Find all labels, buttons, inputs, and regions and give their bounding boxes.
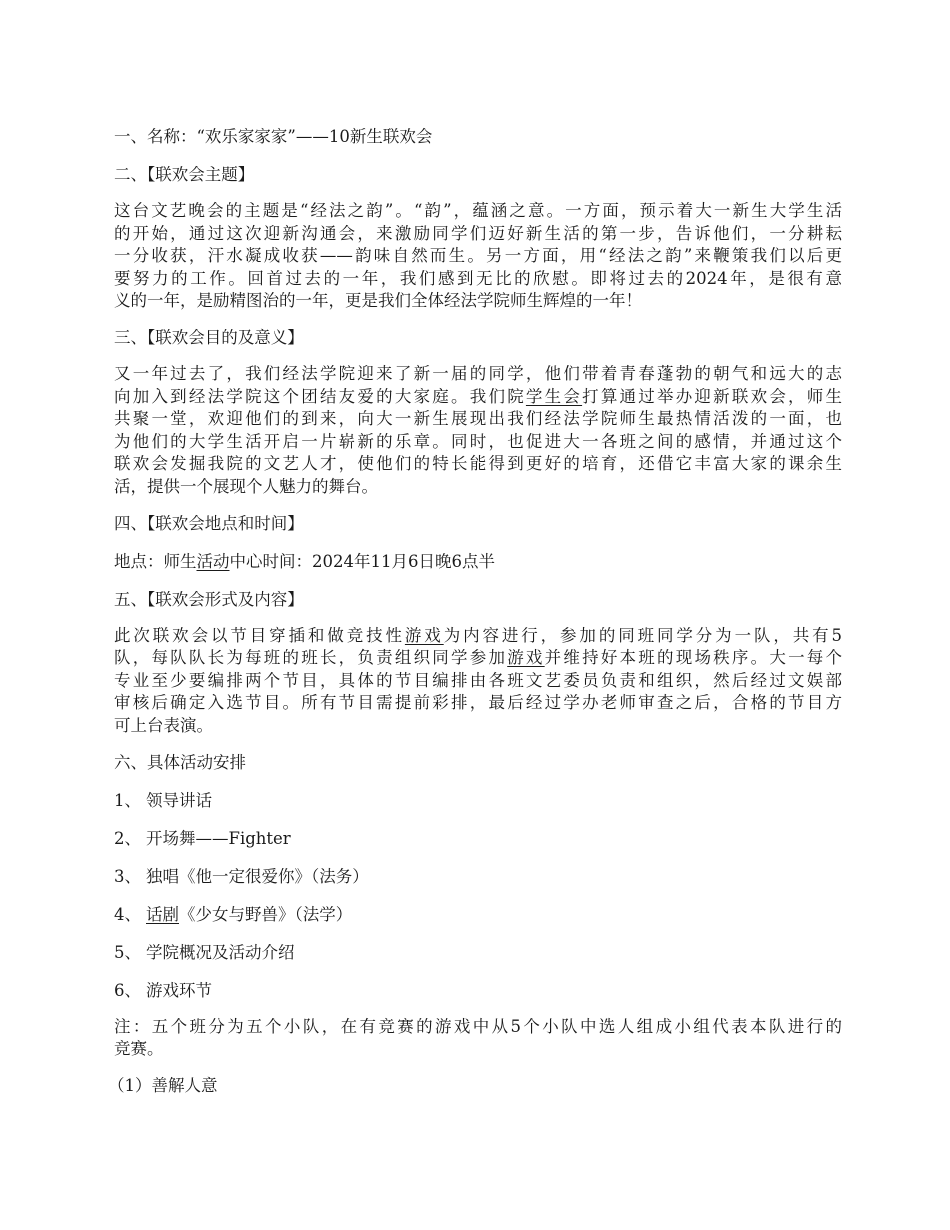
game-link[interactable]: 游戏 [507,648,545,668]
drama-link[interactable]: 话剧 [146,904,179,924]
note-paragraph [114,1016,842,1061]
venue-time-line: 地点：师生活动中心时间：2024年11月6日晚6点半 [114,551,495,571]
list-item: 2、 开场舞——Fighter [114,828,291,848]
sub-item: （1）善解人意 [108,1075,218,1095]
paragraph-line: 一分收获，汗水凝成收获——韵味自然而生。另一方面，用“经法之韵”来鞭策我们以后更 [114,246,842,266]
paragraph-line: 可上台表演。 [114,715,213,735]
paragraph-line: 此次联欢会以节目穿插和做竞技性游戏为内容进行，参加的同班同学分为一队，共有5 [114,625,843,645]
paragraph-line: 注：五个班分为五个小队，在有竞赛的游戏中从5个小队中选人组成小组代表本队进行的 [114,1016,842,1036]
paragraph-line: 为他们的大学生活开启一片崭新的乐章。同时，也促进大一各班之间的感情，并通过这个 [114,431,842,451]
section-5-title: 五、【联欢会形式及内容】 [114,589,304,609]
paragraph-line: 要努力的工作。回首过去的一年，我们感到无比的欣慰。即将过去的2024年，是很有意 [114,268,842,288]
paragraph-line: 共聚一堂，欢迎他们的到来，向大一新生展现出我们经法学院师生最热情活泼的一面，也 [114,409,842,429]
document-page [108,124,843,1111]
section-3-title: 三、【联欢会目的及意义】 [114,327,304,347]
student-union-link[interactable]: 学生会 [525,386,583,406]
section-5-paragraph [114,625,842,738]
paragraph-line: 这台文艺晚会的主题是“经法之韵”。“韵”，蕴涵之意。一方面，预示着大一新生大学生活 [114,201,842,220]
paragraph-line: 义的一年，是励精图治的一年，更是我们全体经法学院师生辉煌的一年！ [114,291,642,311]
section-4-title: 四、【联欢会地点和时间】 [114,513,304,533]
section-6-title: 六、具体活动安排 [114,752,246,772]
game-link[interactable]: 游戏 [404,625,444,645]
paragraph-line: 又一年过去了，我们经法学院迎来了新一届的同学，他们带着青春蓬勃的朝气和远大的志 [114,363,842,383]
list-item: 6、 游戏环节 [114,980,212,1000]
list-item: 4、 话剧《少女与野兽》（法学） [114,904,353,924]
paragraph-line: 审核后确定入选节目。所有节目需提前彩排，最后经过学办老师审查之后，合格的节目方 [114,693,842,713]
activity-link[interactable]: 活动 [196,551,230,571]
paragraph-line: 活，提供一个展现个人魅力的舞台。 [114,476,378,496]
section-1-title: 一、名称：“欢乐家家家”——10新生联欢会 [114,127,433,146]
paragraph-line: 向加入到经法学院这个团结友爱的大家庭。我们院学生会打算通过举办迎新联欢会，师生 [114,386,843,406]
paragraph-line: 专业至少要编排两个节目，具体的节目编排由各班文艺委员负责和组织，然后经过文娱部 [114,670,842,690]
paragraph-line: 的开始，通过这次迎新沟通会，来激励同学们迈好新生活的第一步，告诉他们，一分耕耘 [114,223,842,243]
list-item: 5、 学院概况及活动介绍 [114,942,295,962]
list-item: 1、 领导讲话 [114,790,212,810]
paragraph-line: 联欢会发掘我院的文艺人才，使他们的特长能得到更好的培育，还借它丰富大家的课余生 [114,454,842,474]
paragraph-line: 竞赛。 [114,1039,164,1059]
paragraph-line: 队，每队队长为每班的班长，负责组织同学参加游戏并维持好本班的现场秩序。大一每个 [114,648,843,668]
section-2-paragraph [114,200,842,313]
section-2-title: 二、【联欢会主题】 [114,165,255,184]
list-item: 3、 独唱《他一定很爱你》（法务） [114,866,369,886]
section-3-paragraph [114,363,842,499]
